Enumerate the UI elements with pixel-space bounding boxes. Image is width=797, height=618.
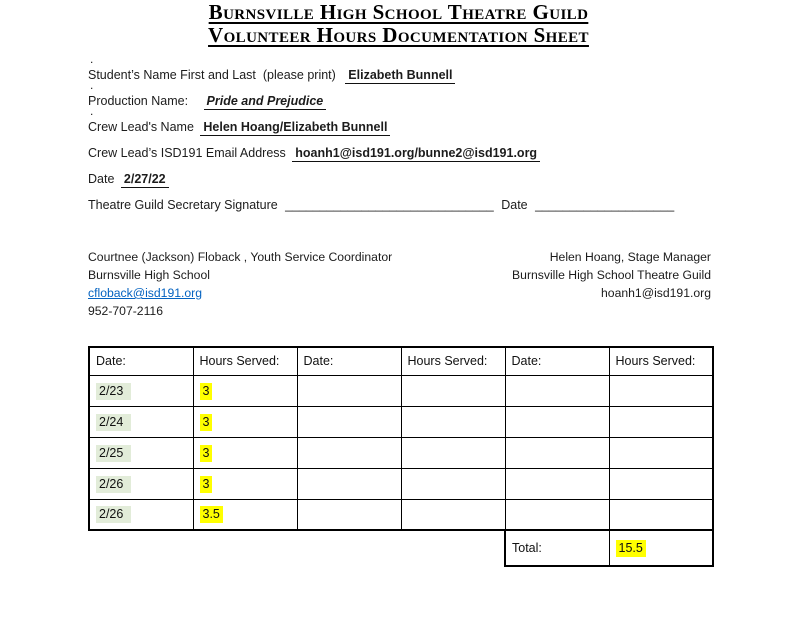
total-row (89, 530, 713, 566)
crew-lead-name-value: Helen Hoang/Elizabeth Bunnell (200, 120, 390, 136)
title-line-1 (0, 1, 797, 24)
stage-manager-name: Helen Hoang, Stage Manager (549, 250, 711, 264)
coordinator-school: Burnsville High School (88, 268, 210, 282)
empty-cell (401, 437, 505, 468)
empty-cell (609, 375, 713, 406)
empty-cell (505, 406, 609, 437)
crew-lead-email-value: hoanh1@isd191.org/bunne2@isd191.org (292, 146, 540, 162)
title-line-2 (0, 24, 797, 47)
contact-block (88, 248, 711, 320)
empty-cell (609, 406, 713, 437)
stage-manager-email: hoanh1@isd191.org (601, 286, 711, 300)
date-cell (89, 406, 193, 437)
empty-cell (297, 499, 401, 530)
secretary-signature-label: Theatre Guild Secretary Signature (88, 198, 278, 212)
production-name-label: Production Name: (88, 94, 189, 108)
empty-cell (401, 406, 505, 437)
table-row (89, 375, 713, 406)
empty-cell (401, 468, 505, 499)
production-name-line (88, 78, 678, 118)
stray-dot: . (90, 78, 94, 92)
empty-cell (297, 375, 401, 406)
empty-cell (297, 406, 401, 437)
column-header-date-2: Date: (297, 347, 401, 375)
stray-dot: . (90, 52, 94, 66)
date-value-highlight: 2/26 (96, 476, 131, 493)
empty-cell (505, 499, 609, 530)
title-line-1-text: Burnsville High School Theatre Guild (208, 0, 589, 24)
secretary-date-blank: ____________________ (535, 198, 675, 212)
date-cell (89, 437, 193, 468)
stage-manager-org: Burnsville High School Theatre Guild (512, 268, 711, 282)
empty-cell (505, 468, 609, 499)
hours-table (88, 346, 714, 567)
production-name-value: Pride and Prejudice (204, 94, 327, 110)
total-value-highlight: 15.5 (616, 540, 646, 557)
coordinator-name: Courtnee (Jackson) Floback , Youth Service Coordinator (88, 250, 393, 264)
hours-value-highlight: 3 (200, 476, 213, 493)
hours-value-highlight: 3 (200, 445, 213, 462)
column-header-hours-2: Hours Served: (401, 347, 505, 375)
date-cell (89, 499, 193, 530)
student-name-line (88, 52, 678, 92)
empty-cell (401, 499, 505, 530)
date-value: 2/27/22 (121, 172, 169, 188)
date-value-highlight: 2/23 (96, 383, 131, 400)
empty-cell (609, 437, 713, 468)
crew-lead-email-label: Crew Lead’s ISD191 Email Address (88, 146, 286, 160)
stray-dot: . (90, 104, 94, 118)
crew-lead-name-label: Crew Lead's Name (88, 120, 194, 134)
form-fields (88, 52, 678, 218)
empty-cell (505, 437, 609, 468)
table-row (89, 499, 713, 530)
date-value-highlight: 2/26 (96, 506, 131, 523)
empty-cell (297, 437, 401, 468)
crew-lead-name-line (88, 104, 678, 140)
total-row-spacer (89, 530, 505, 566)
hours-cell (193, 468, 297, 499)
column-header-hours-1: Hours Served: (193, 347, 297, 375)
student-name-value: Elizabeth Bunnell (345, 68, 455, 84)
table-header-row (89, 347, 713, 375)
column-header-hours-3: Hours Served: (609, 347, 713, 375)
date-value-highlight: 2/25 (96, 445, 131, 462)
date-value-highlight: 2/24 (96, 414, 131, 431)
table-row (89, 437, 713, 468)
document-title (0, 1, 797, 47)
secretary-date-label: Date (501, 198, 528, 212)
hours-cell (193, 375, 297, 406)
table-row (89, 468, 713, 499)
crew-lead-email-line (88, 140, 678, 166)
secretary-signature-line (88, 192, 678, 218)
empty-cell (609, 499, 713, 530)
empty-cell (401, 375, 505, 406)
date-label: Date (88, 172, 115, 186)
coordinator-email-link[interactable]: cfloback@isd191.org (88, 286, 202, 300)
hours-value-highlight: 3 (200, 414, 213, 431)
stage-manager-contact (512, 248, 711, 320)
empty-cell (609, 468, 713, 499)
date-cell (89, 468, 193, 499)
date-line (88, 166, 678, 192)
date-cell (89, 375, 193, 406)
hours-value-highlight: 3.5 (200, 506, 223, 523)
hours-cell (193, 406, 297, 437)
empty-cell (505, 375, 609, 406)
hours-cell (193, 437, 297, 468)
column-header-date-3: Date: (505, 347, 609, 375)
empty-cell (297, 468, 401, 499)
student-name-label: Student’s Name First and Last (please print) (88, 68, 336, 82)
hours-cell (193, 499, 297, 530)
total-value-cell (609, 530, 713, 566)
hours-value-highlight: 3 (200, 383, 213, 400)
column-header-date-1: Date: (89, 347, 193, 375)
table-row (89, 406, 713, 437)
coordinator-contact (88, 248, 392, 320)
title-line-2-text: Volunteer Hours Documentation Sheet (208, 23, 589, 47)
total-label: Total: (505, 530, 609, 566)
secretary-signature-blank: ______________________________ (285, 198, 494, 212)
coordinator-phone: 952-707-2116 (88, 304, 163, 318)
